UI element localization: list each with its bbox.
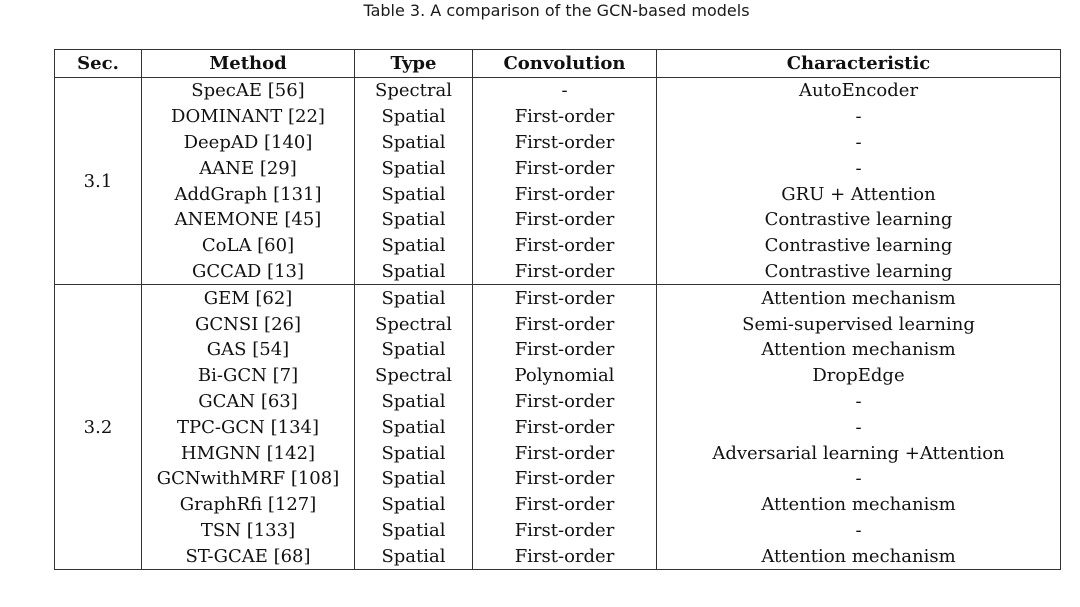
characteristic-cell: GRU + Attention [657,181,1061,207]
section-cell: 3.2 [55,285,142,570]
table-row [55,414,1061,440]
method-cell: GCNwithMRF [108] [142,466,355,492]
comparison-table [54,49,1061,570]
characteristic-cell: - [657,130,1061,156]
type-cell: Spatial [355,285,473,311]
type-cell: Spectral [355,78,473,104]
convolution-cell: First-order [473,285,657,311]
convolution-cell: First-order [473,233,657,259]
method-cell: TPC-GCN [134] [142,414,355,440]
characteristic-cell: - [657,414,1061,440]
table-row [55,78,1061,104]
type-cell: Spatial [355,518,473,544]
method-cell: ST-GCAE [68] [142,543,355,569]
characteristic-cell: Attention mechanism [657,543,1061,569]
method-cell: GraphRfi [127] [142,492,355,518]
table-row [55,130,1061,156]
convolution-cell: First-order [473,130,657,156]
convolution-cell: First-order [473,518,657,544]
type-cell: Spatial [355,104,473,130]
convolution-cell: First-order [473,181,657,207]
type-cell: Spatial [355,466,473,492]
header-type: Type [355,50,473,78]
convolution-cell: First-order [473,259,657,285]
method-cell: GCNSI [26] [142,311,355,337]
characteristic-cell: Contrastive learning [657,207,1061,233]
convolution-cell: First-order [473,543,657,569]
section-cell: 3.1 [55,78,142,285]
convolution-cell: Polynomial [473,363,657,389]
characteristic-cell: - [657,104,1061,130]
characteristic-cell: Attention mechanism [657,285,1061,311]
method-cell: TSN [133] [142,518,355,544]
method-cell: DeepAD [140] [142,130,355,156]
table-row [55,440,1061,466]
method-cell: HMGNN [142] [142,440,355,466]
header-sec: Sec. [55,50,142,78]
type-cell: Spatial [355,181,473,207]
characteristic-cell: Contrastive learning [657,233,1061,259]
method-cell: AddGraph [131] [142,181,355,207]
method-cell: CoLA [60] [142,233,355,259]
header-row [55,50,1061,78]
characteristic-cell: Contrastive learning [657,259,1061,285]
table-header [55,50,1061,78]
type-cell: Spatial [355,440,473,466]
method-cell: AANE [29] [142,155,355,181]
table-row [55,207,1061,233]
convolution-cell: First-order [473,492,657,518]
convolution-cell: First-order [473,440,657,466]
table-row [55,363,1061,389]
type-cell: Spatial [355,414,473,440]
table-row [55,543,1061,569]
characteristic-cell: AutoEncoder [657,78,1061,104]
type-cell: Spatial [355,492,473,518]
method-cell: SpecAE [56] [142,78,355,104]
type-cell: Spatial [355,207,473,233]
convolution-cell: First-order [473,466,657,492]
table-caption: Table 3. A comparison of the GCN-based models [363,1,750,20]
characteristic-cell: Attention mechanism [657,492,1061,518]
header-characteristic: Characteristic [657,50,1061,78]
table-row [55,285,1061,311]
type-cell: Spatial [355,389,473,415]
table-row [55,518,1061,544]
characteristic-cell: Semi-supervised learning [657,311,1061,337]
method-cell: GCCAD [13] [142,259,355,285]
type-cell: Spatial [355,337,473,363]
type-cell: Spectral [355,311,473,337]
characteristic-cell: DropEdge [657,363,1061,389]
method-cell: GCAN [63] [142,389,355,415]
method-cell: ANEMONE [45] [142,207,355,233]
table-body [55,78,1061,570]
method-cell: GEM [62] [142,285,355,311]
table-row [55,259,1061,285]
characteristic-cell: - [657,155,1061,181]
method-cell: Bi-GCN [7] [142,363,355,389]
method-cell: GAS [54] [142,337,355,363]
table-row [55,311,1061,337]
table-row [55,181,1061,207]
convolution-cell: First-order [473,207,657,233]
convolution-cell: First-order [473,389,657,415]
header-method: Method [142,50,355,78]
characteristic-cell: - [657,518,1061,544]
type-cell: Spatial [355,259,473,285]
type-cell: Spatial [355,155,473,181]
characteristic-cell: Adversarial learning +Attention [657,440,1061,466]
header-convolution: Convolution [473,50,657,78]
table-row [55,104,1061,130]
table-row [55,466,1061,492]
convolution-cell: First-order [473,155,657,181]
table-row [55,389,1061,415]
characteristic-cell: - [657,389,1061,415]
type-cell: Spatial [355,233,473,259]
characteristic-cell: Attention mechanism [657,337,1061,363]
table-row [55,492,1061,518]
convolution-cell: - [473,78,657,104]
characteristic-cell: - [657,466,1061,492]
convolution-cell: First-order [473,311,657,337]
type-cell: Spectral [355,363,473,389]
method-cell: DOMINANT [22] [142,104,355,130]
type-cell: Spatial [355,130,473,156]
table-row [55,337,1061,363]
convolution-cell: First-order [473,337,657,363]
table-row [55,155,1061,181]
type-cell: Spatial [355,543,473,569]
table-row [55,233,1061,259]
convolution-cell: First-order [473,414,657,440]
convolution-cell: First-order [473,104,657,130]
